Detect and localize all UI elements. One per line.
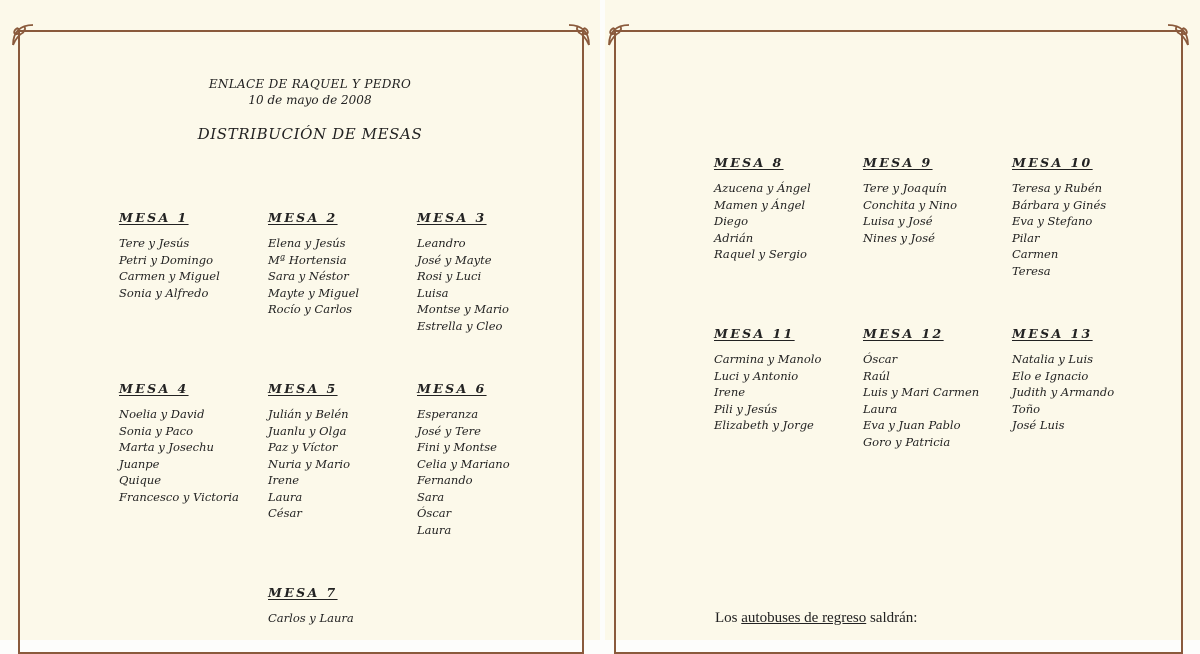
- guest-entry: Pilar: [1012, 230, 1040, 245]
- page-right: [605, 0, 1200, 640]
- table-title: MESA 13: [1012, 326, 1093, 341]
- guest-entry: Tere y Joaquín: [863, 181, 947, 195]
- guest-entry: Montse y Mario: [417, 302, 509, 316]
- guest-entry: Natalia y Luis: [1012, 352, 1094, 366]
- guest-entry: Elena y Jesús: [268, 236, 346, 250]
- guest-entry: Carlos y Laura: [268, 611, 354, 625]
- guest-entry: Esperanza: [417, 407, 479, 421]
- guest-entry: Sonia y Alfredo: [119, 285, 209, 300]
- guest-entry: Juanpe: [119, 456, 160, 471]
- guest-entry: Mayte y Miguel: [268, 285, 360, 300]
- corner-ornament-icon: [10, 22, 36, 48]
- guest-entry: Irene: [268, 473, 300, 487]
- table-title: MESA 10: [1012, 155, 1093, 170]
- guest-entry: Francesco y Victoria: [119, 489, 239, 504]
- guest-entry: Paz y Víctor: [268, 440, 338, 454]
- table-title: MESA 3: [417, 210, 487, 225]
- table-block-4: [119, 381, 239, 505]
- page-left: [0, 0, 600, 640]
- guest-entry: Diego: [714, 214, 748, 228]
- guest-entry: Goro y Patricia: [863, 434, 951, 449]
- guest-entry: Fernando: [417, 473, 473, 487]
- guest-entry: Sara: [417, 489, 445, 504]
- table-title: MESA 6: [417, 381, 487, 396]
- guest-entry: Luisa: [417, 285, 449, 300]
- guest-entry: Eva y Juan Pablo: [863, 418, 961, 432]
- guest-entry: Teresa: [1012, 263, 1051, 278]
- guest-entry: Carmen y Miguel: [119, 269, 220, 283]
- guest-entry: Laura: [863, 401, 898, 416]
- event-title: ENLACE DE RAQUEL Y PEDRO: [208, 77, 412, 91]
- guest-entry: Pili y Jesús: [714, 401, 778, 416]
- guest-entry: Carmen: [1012, 247, 1059, 261]
- table-title: MESA 2: [268, 210, 338, 225]
- corner-ornament-icon: [1165, 22, 1191, 48]
- note-underlined-text: autobuses de regreso: [741, 610, 867, 626]
- guest-entry: Rosi y Luci: [417, 269, 482, 283]
- table-title: MESA 5: [268, 381, 338, 396]
- guest-entry: Sara y Néstor: [268, 269, 349, 283]
- table-block-10: [1012, 155, 1106, 279]
- table-block-9: [863, 155, 957, 246]
- table-title: MESA 8: [714, 155, 784, 170]
- guest-entry: Azucena y Ángel: [714, 181, 811, 195]
- guest-entry: Quique: [119, 473, 162, 487]
- page-border: [18, 30, 584, 654]
- guest-entry: Rocío y Carlos: [268, 302, 353, 316]
- table-block-6: [417, 381, 510, 538]
- table-title: MESA 1: [119, 210, 189, 225]
- event-date: 10 de mayo de 2008: [248, 93, 372, 107]
- guest-entry: Conchita y Nino: [863, 197, 958, 212]
- table-title: MESA 9: [863, 155, 933, 170]
- guest-entry: Marta y Josechu: [119, 440, 214, 454]
- guest-entry: Juanlu y Olga: [268, 423, 347, 438]
- guest-entry: Luci y Antonio: [714, 368, 799, 383]
- guest-entry: José y Mayte: [417, 252, 492, 267]
- guest-entry: Tere y Jesús: [119, 236, 190, 250]
- guest-entry: Nuria y Mario: [268, 456, 351, 471]
- table-block-3: [417, 210, 509, 334]
- table-block-12: [863, 326, 979, 450]
- note-suffix: saldrán:: [866, 610, 918, 626]
- guest-entry: Óscar: [863, 352, 898, 366]
- guest-entry: Bárbara y Ginés: [1012, 197, 1107, 212]
- table-block-2: [268, 210, 359, 318]
- guest-entry: Laura: [268, 489, 303, 504]
- guest-entry: Judith y Armando: [1012, 385, 1115, 399]
- guest-entry: Luisa y José: [863, 214, 933, 228]
- table-title: MESA 7: [268, 585, 338, 600]
- page-heading: DISTRIBUCIÓN DE MESAS: [197, 125, 423, 143]
- table-block-5: [268, 381, 350, 522]
- guest-entry: Celia y Mariano: [417, 456, 510, 471]
- guest-entry: Eva y Stefano: [1012, 214, 1093, 228]
- guest-entry: Estrella y Cleo: [417, 318, 503, 333]
- guest-entry: Laura: [417, 522, 452, 537]
- table-block-1: [119, 210, 220, 301]
- corner-ornament-icon: [566, 22, 592, 48]
- guest-entry: Fini y Montse: [417, 440, 497, 454]
- guest-entry: César: [268, 506, 302, 520]
- guest-entry: Raúl: [863, 368, 890, 383]
- corner-ornament-icon: [606, 22, 632, 48]
- guest-entry: Nines y José: [863, 230, 935, 245]
- guest-entry: Leandro: [417, 236, 466, 250]
- guest-entry: Irene: [714, 385, 746, 399]
- table-block-7: [268, 585, 354, 627]
- guest-entry: Julián y Belén: [268, 407, 349, 421]
- guest-entry: Petri y Domingo: [119, 252, 214, 267]
- guest-entry: Óscar: [417, 506, 452, 520]
- table-title: MESA 11: [714, 326, 795, 341]
- guest-entry: José Luis: [1012, 418, 1065, 432]
- guest-entry: Mamen y Ángel: [714, 197, 806, 212]
- table-block-11: [714, 326, 821, 434]
- guest-entry: Adrián: [714, 230, 754, 245]
- bus-departure-note: [715, 610, 917, 627]
- guest-entry: Sonia y Paco: [119, 423, 193, 438]
- guest-entry: Luis y Mari Carmen: [863, 385, 980, 399]
- table-title: MESA 12: [863, 326, 944, 341]
- table-title: MESA 4: [119, 381, 189, 396]
- guest-entry: Toño: [1012, 401, 1041, 416]
- guest-entry: Elizabeth y Jorge: [714, 418, 814, 432]
- guest-entry: Carmina y Manolo: [714, 352, 822, 366]
- guest-entry: Noelia y David: [119, 407, 205, 421]
- table-block-13: [1012, 326, 1114, 434]
- note-prefix: Los: [715, 610, 742, 626]
- guest-entry: José y Tere: [417, 423, 481, 438]
- table-block-8: [714, 155, 811, 263]
- guest-entry: Elo e Ignacio: [1012, 368, 1089, 383]
- guest-entry: Mª Hortensia: [268, 252, 347, 267]
- guest-entry: Teresa y Rubén: [1012, 181, 1103, 195]
- guest-entry: Raquel y Sergio: [714, 247, 807, 261]
